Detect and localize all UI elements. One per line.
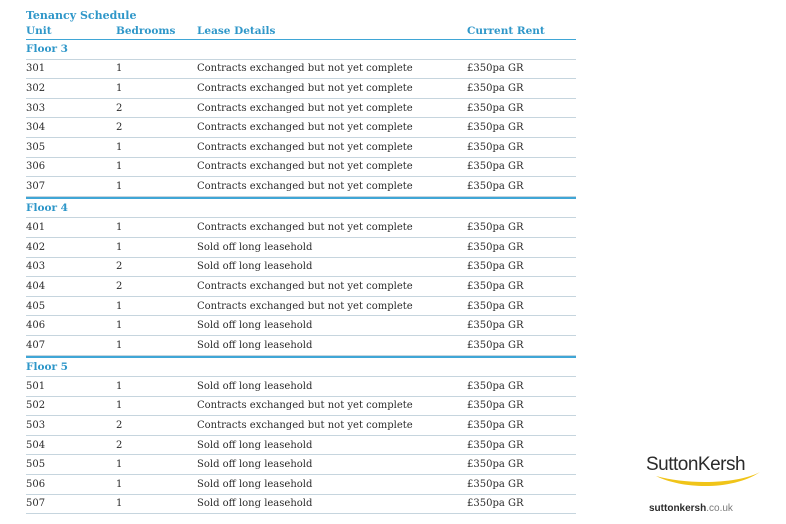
floor-heading: Floor 3: [26, 40, 576, 60]
header-unit: Unit: [26, 25, 52, 37]
rent-cell: £350pa GR: [467, 241, 524, 253]
bedrooms-cell: 1: [116, 478, 123, 490]
bedrooms-cell: 1: [116, 400, 123, 412]
table-row: [26, 60, 576, 80]
bedrooms-cell: 1: [116, 161, 123, 173]
unit-cell: 505: [26, 459, 46, 471]
rent-cell: £350pa GR: [467, 222, 524, 234]
unit-cell: 406: [26, 320, 46, 332]
rent-cell: £350pa GR: [467, 420, 524, 432]
table-row: [26, 79, 576, 99]
bedrooms-cell: 1: [116, 241, 123, 253]
unit-cell: 507: [26, 498, 46, 510]
lease-cell: Sold off long leasehold: [197, 241, 313, 253]
rent-cell: £350pa GR: [467, 439, 524, 451]
bedrooms-cell: 2: [116, 439, 123, 451]
lease-cell: Contracts exchanged but not yet complete: [197, 82, 413, 94]
unit-cell: 302: [26, 82, 46, 94]
rent-cell: £350pa GR: [467, 122, 524, 134]
table-row: [26, 316, 576, 336]
table-row: [26, 158, 576, 178]
bedrooms-cell: 2: [116, 261, 123, 273]
lease-cell: Contracts exchanged but not yet complete: [197, 222, 413, 234]
rent-cell: £350pa GR: [467, 161, 524, 173]
table-row: [26, 99, 576, 119]
header-current-rent: Current Rent: [467, 25, 545, 37]
table-row: [26, 238, 576, 258]
unit-cell: 304: [26, 122, 46, 134]
lease-cell: Sold off long leasehold: [197, 439, 313, 451]
logo-swoosh-icon: [654, 470, 762, 488]
website-tld: .co.uk: [706, 503, 733, 514]
logo-brand-text: SuttonKersh: [646, 454, 746, 475]
unit-cell: 307: [26, 180, 46, 192]
lease-cell: Contracts exchanged but not yet complete: [197, 180, 413, 192]
lease-cell: Sold off long leasehold: [197, 478, 313, 490]
rent-cell: £350pa GR: [467, 261, 524, 273]
unit-cell: 403: [26, 261, 46, 273]
table-row: [26, 397, 576, 417]
bedrooms-cell: 2: [116, 420, 123, 432]
bedrooms-cell: 1: [116, 380, 123, 392]
floor-section: [26, 40, 576, 197]
table-row: [26, 495, 576, 515]
lease-cell: Contracts exchanged but not yet complete: [197, 63, 413, 75]
bedrooms-cell: 1: [116, 63, 123, 75]
unit-cell: 303: [26, 102, 46, 114]
unit-cell: 503: [26, 420, 46, 432]
rent-cell: £350pa GR: [467, 180, 524, 192]
lease-cell: Sold off long leasehold: [197, 320, 313, 332]
table-row: [26, 138, 576, 158]
table-row: [26, 277, 576, 297]
table-row: [26, 297, 576, 317]
lease-cell: Contracts exchanged but not yet complete: [197, 161, 413, 173]
header-lease-details: Lease Details: [197, 25, 276, 37]
lease-cell: Sold off long leasehold: [197, 498, 313, 510]
unit-cell: 501: [26, 380, 46, 392]
table-header: [26, 23, 576, 40]
table-row: [26, 377, 576, 397]
bedrooms-cell: 2: [116, 122, 123, 134]
lease-cell: Sold off long leasehold: [197, 261, 313, 273]
lease-cell: Sold off long leasehold: [197, 380, 313, 392]
bedrooms-cell: 1: [116, 82, 123, 94]
rent-cell: £350pa GR: [467, 141, 524, 153]
bedrooms-cell: 2: [116, 102, 123, 114]
rent-cell: £350pa GR: [467, 400, 524, 412]
floor-section: [26, 197, 576, 356]
rent-cell: £350pa GR: [467, 300, 524, 312]
floor-section: [26, 356, 576, 515]
unit-cell: 402: [26, 241, 46, 253]
unit-cell: 502: [26, 400, 46, 412]
rent-cell: £350pa GR: [467, 280, 524, 292]
table-row: [26, 218, 576, 238]
lease-cell: Contracts exchanged but not yet complete: [197, 420, 413, 432]
floor-heading: Floor 5: [26, 358, 576, 378]
unit-cell: 407: [26, 339, 46, 351]
rent-cell: £350pa GR: [467, 102, 524, 114]
unit-cell: 506: [26, 478, 46, 490]
bedrooms-cell: 1: [116, 498, 123, 510]
bedrooms-cell: 1: [116, 339, 123, 351]
table-row: [26, 336, 576, 356]
table-row: [26, 455, 576, 475]
lease-cell: Contracts exchanged but not yet complete: [197, 300, 413, 312]
bedrooms-cell: 1: [116, 180, 123, 192]
floor-heading: Floor 4: [26, 199, 576, 219]
website-domain: suttonkersh: [649, 503, 707, 514]
unit-cell: 404: [26, 280, 46, 292]
tenancy-schedule: [26, 9, 576, 514]
schedule-title: Tenancy Schedule: [26, 9, 137, 22]
rent-cell: £350pa GR: [467, 320, 524, 332]
lease-cell: Contracts exchanged but not yet complete: [197, 280, 413, 292]
unit-cell: 306: [26, 161, 46, 173]
lease-cell: Sold off long leasehold: [197, 459, 313, 471]
header-bedrooms: Bedrooms: [116, 25, 176, 37]
rent-cell: £350pa GR: [467, 63, 524, 75]
suttonkersh-logo: [646, 455, 745, 475]
unit-cell: 301: [26, 63, 46, 75]
table-row: [26, 475, 576, 495]
lease-cell: Contracts exchanged but not yet complete: [197, 122, 413, 134]
bedrooms-cell: 1: [116, 222, 123, 234]
unit-cell: 504: [26, 439, 46, 451]
lease-cell: Contracts exchanged but not yet complete: [197, 400, 413, 412]
bedrooms-cell: 1: [116, 141, 123, 153]
bedrooms-cell: 2: [116, 280, 123, 292]
rent-cell: £350pa GR: [467, 339, 524, 351]
table-row: [26, 118, 576, 138]
lease-cell: Contracts exchanged but not yet complete: [197, 102, 413, 114]
lease-cell: Sold off long leasehold: [197, 339, 313, 351]
table-row: [26, 416, 576, 436]
rent-cell: £350pa GR: [467, 498, 524, 510]
table-row: [26, 258, 576, 278]
lease-cell: Contracts exchanged but not yet complete: [197, 141, 413, 153]
unit-cell: 305: [26, 141, 46, 153]
floors-container: [26, 40, 576, 514]
rent-cell: £350pa GR: [467, 380, 524, 392]
bedrooms-cell: 1: [116, 320, 123, 332]
rent-cell: £350pa GR: [467, 82, 524, 94]
rent-cell: £350pa GR: [467, 459, 524, 471]
bedrooms-cell: 1: [116, 300, 123, 312]
unit-cell: 401: [26, 222, 46, 234]
table-row: [26, 436, 576, 456]
website-url: [649, 503, 733, 514]
bedrooms-cell: 1: [116, 459, 123, 471]
rent-cell: £350pa GR: [467, 478, 524, 490]
table-row: [26, 177, 576, 197]
unit-cell: 405: [26, 300, 46, 312]
